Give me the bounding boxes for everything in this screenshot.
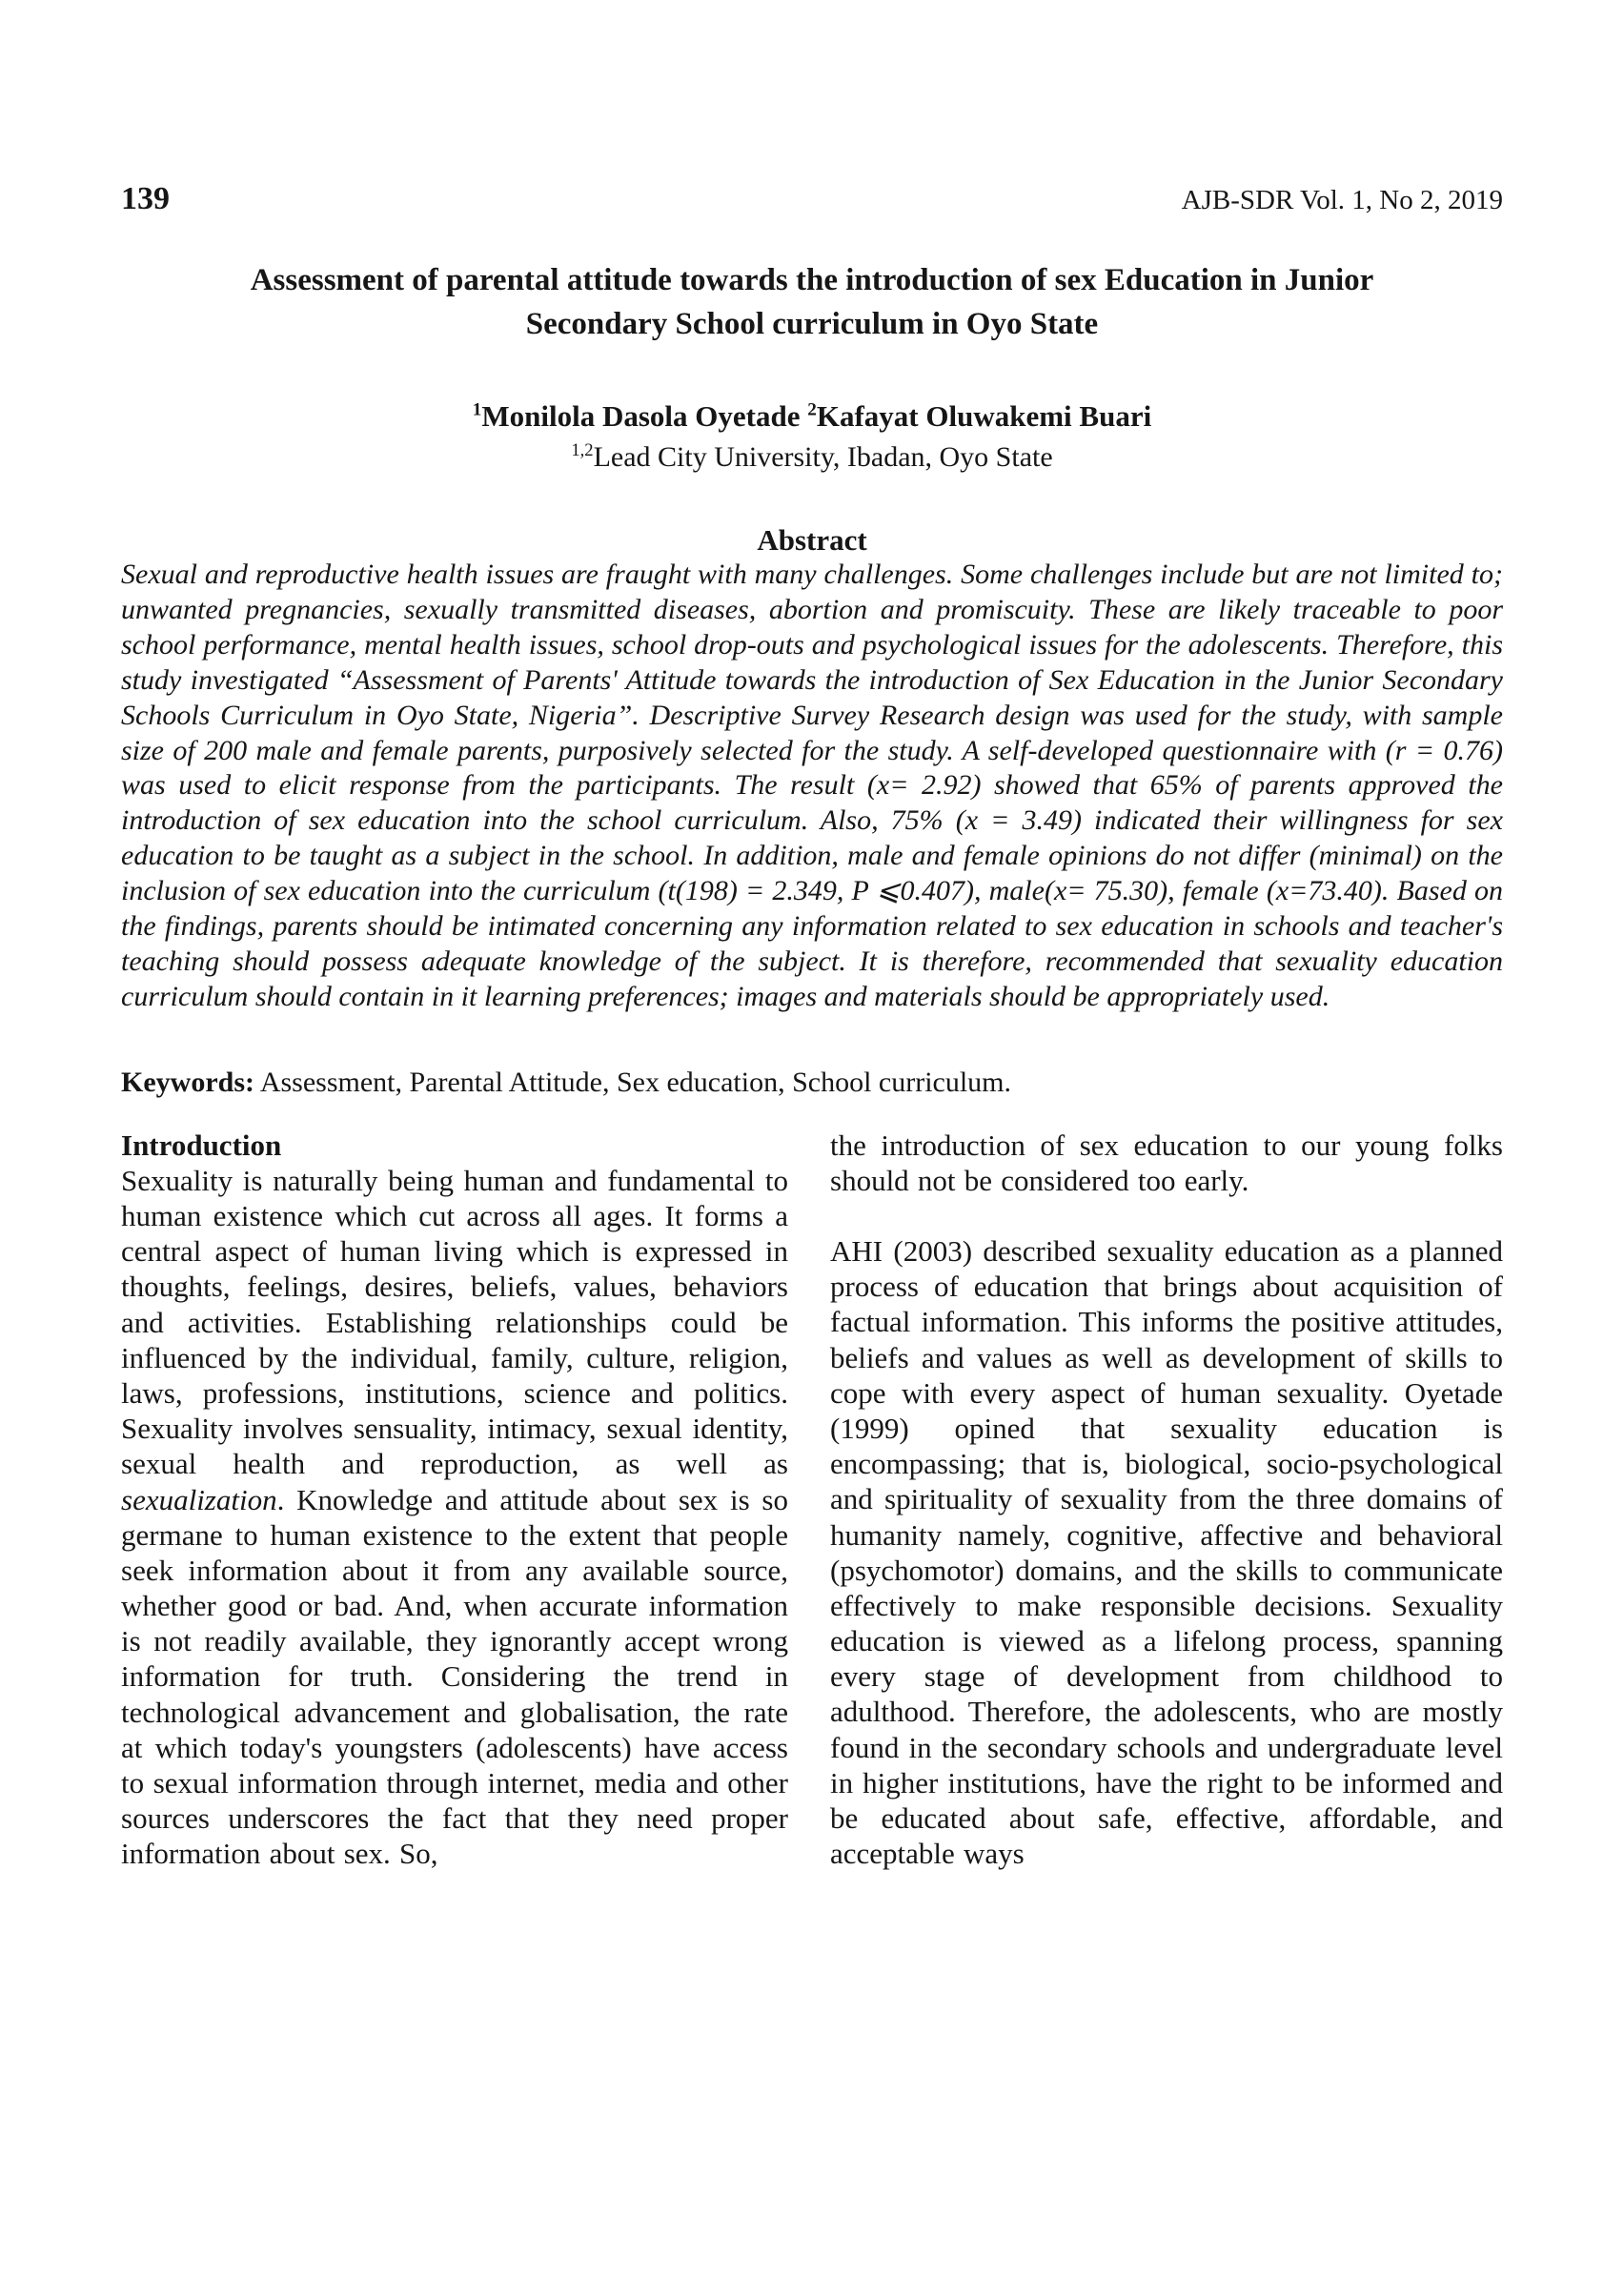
author2-name: Kafayat Oluwakemi Buari (816, 399, 1152, 434)
keywords-text: Assessment, Parental Attitude, Sex education, School curriculum. (254, 1066, 1012, 1098)
two-column-body (121, 1128, 1503, 1872)
introduction-paragraph (121, 1163, 788, 1872)
affiliation-line (121, 441, 1503, 474)
abstract-text: Sexual and reproductive health issues are fraught with many challenges. Some challenges include but are not limited to; unwanted pregnancies, sexually transmitted diseases, abortion and promiscuity. These are likely traceable to poor school performance, mental health issues, school drop-outs and psychological issues for the adolescents. Therefore, this study investigated “Assessment of Parents' Attitude towards the introduction of Sex Education in the Junior Secondary Schools Curriculum in Oyo State, Nigeria”. Descriptive Survey Research design was used for the study, with sample size of 200 male and female parents, purposively selected for the study. A self-developed questionnaire with (r = 0.76) was used to elicit response from the participants. The result (x= 2.92) showed that 65% of parents approved the introduction of sex education into the school curriculum. Also, 75% (x = 3.49) indicated their willingness for sex education to be taught as a subject in the school. In addition, male and female opinions do not differ (minimal) on the inclusion of sex education into the curriculum (t(198) = 2.349, P ⩽0.407), male(x= 75.30), female (x=73.40). Based on the findings, parents should be intimated concerning any information related to sex education in schools and teacher's teaching should possess adequate knowledge of the subject. It is therefore, recommended that sexuality education curriculum should contain in it learning preferences; images and materials should be appropriately used. (121, 559, 1503, 1012)
page-header (121, 181, 1503, 217)
introduction-heading: Introduction (121, 1128, 282, 1162)
right-column-paragraph-1: the introduction of sex education to our young folks should not be considered too early. (830, 1128, 1503, 1197)
right-column-paragraph-2: AHI (2003) described sexuality education as a planned process of education that brings about acquisition of factual information. This informs the positive attitudes, beliefs and values as well as development of skills to cope with every aspect of human sexuality. Oyetade (1999) opined that sexuality education is encompassing; that is, biological, socio-psychological and spirituality of sexuality from the three domains of humanity namely, cognitive, affective and behavioral (psychomotor) domains, and the skills to communicate effectively to make responsible decisions. Sexuality education is viewed as a lifelong process, spanning every stage of development from childhood to adulthood. Therefore, the adolescents, who are mostly found in the secondary schools and undergraduate level in higher institutions, have the right to be informed and be educated about safe, effective, affordable, and acceptable ways (830, 1234, 1503, 1871)
introduction-text-after: . Knowledge and attitude about sex is so germane to human existence to the extent that people seek information about it from any available source, whether good or bad. And, when accurate information is not readily available, they ignorantly accept wrong information for truth. Considering the trend in technological advancement and globalisation, the rate at which today's youngsters (adolescents) have access to sexual information through internet, media and other sources underscores the fact that they need proper information about sex. So, (121, 1482, 788, 1871)
author1-name: Monilola Dasola Oyetade (481, 399, 808, 434)
left-column (121, 1128, 788, 1872)
article-title: Assessment of parental attitude towards the introduction of sex Education in Junior Secondary School curriculum in Oyo State (250, 263, 1374, 341)
keywords-label: Keywords: (121, 1066, 254, 1098)
author1-superscript: 1 (472, 399, 482, 420)
page-number: 139 (121, 181, 170, 216)
right-column (830, 1128, 1503, 1872)
authors-line (121, 399, 1503, 434)
keywords-line (121, 1067, 1503, 1099)
author2-superscript: 2 (807, 399, 817, 420)
journal-reference: AJB-SDR Vol. 1, No 2, 2019 (1181, 185, 1503, 215)
italicized-term: sexualization (121, 1482, 277, 1516)
affiliation-superscript: 1,2 (571, 440, 594, 461)
abstract-heading: Abstract (757, 523, 867, 558)
introduction-text-before: Sexuality is naturally being human and fundamental to human existence which cut across all ages. It forms a central aspect of human living which is expressed in thoughts, feelings, desires, beliefs, values, behaviors and activities. Establishing relationships could be influenced by the individual, family, culture, religion, laws, professions, institutions, science and politics. Sexuality involves sensuality, intimacy, sexual identity, sexual health and reproduction, as well as (121, 1163, 788, 1481)
affiliation-text: Lead City University, Ibadan, Oyo State (593, 441, 1053, 474)
